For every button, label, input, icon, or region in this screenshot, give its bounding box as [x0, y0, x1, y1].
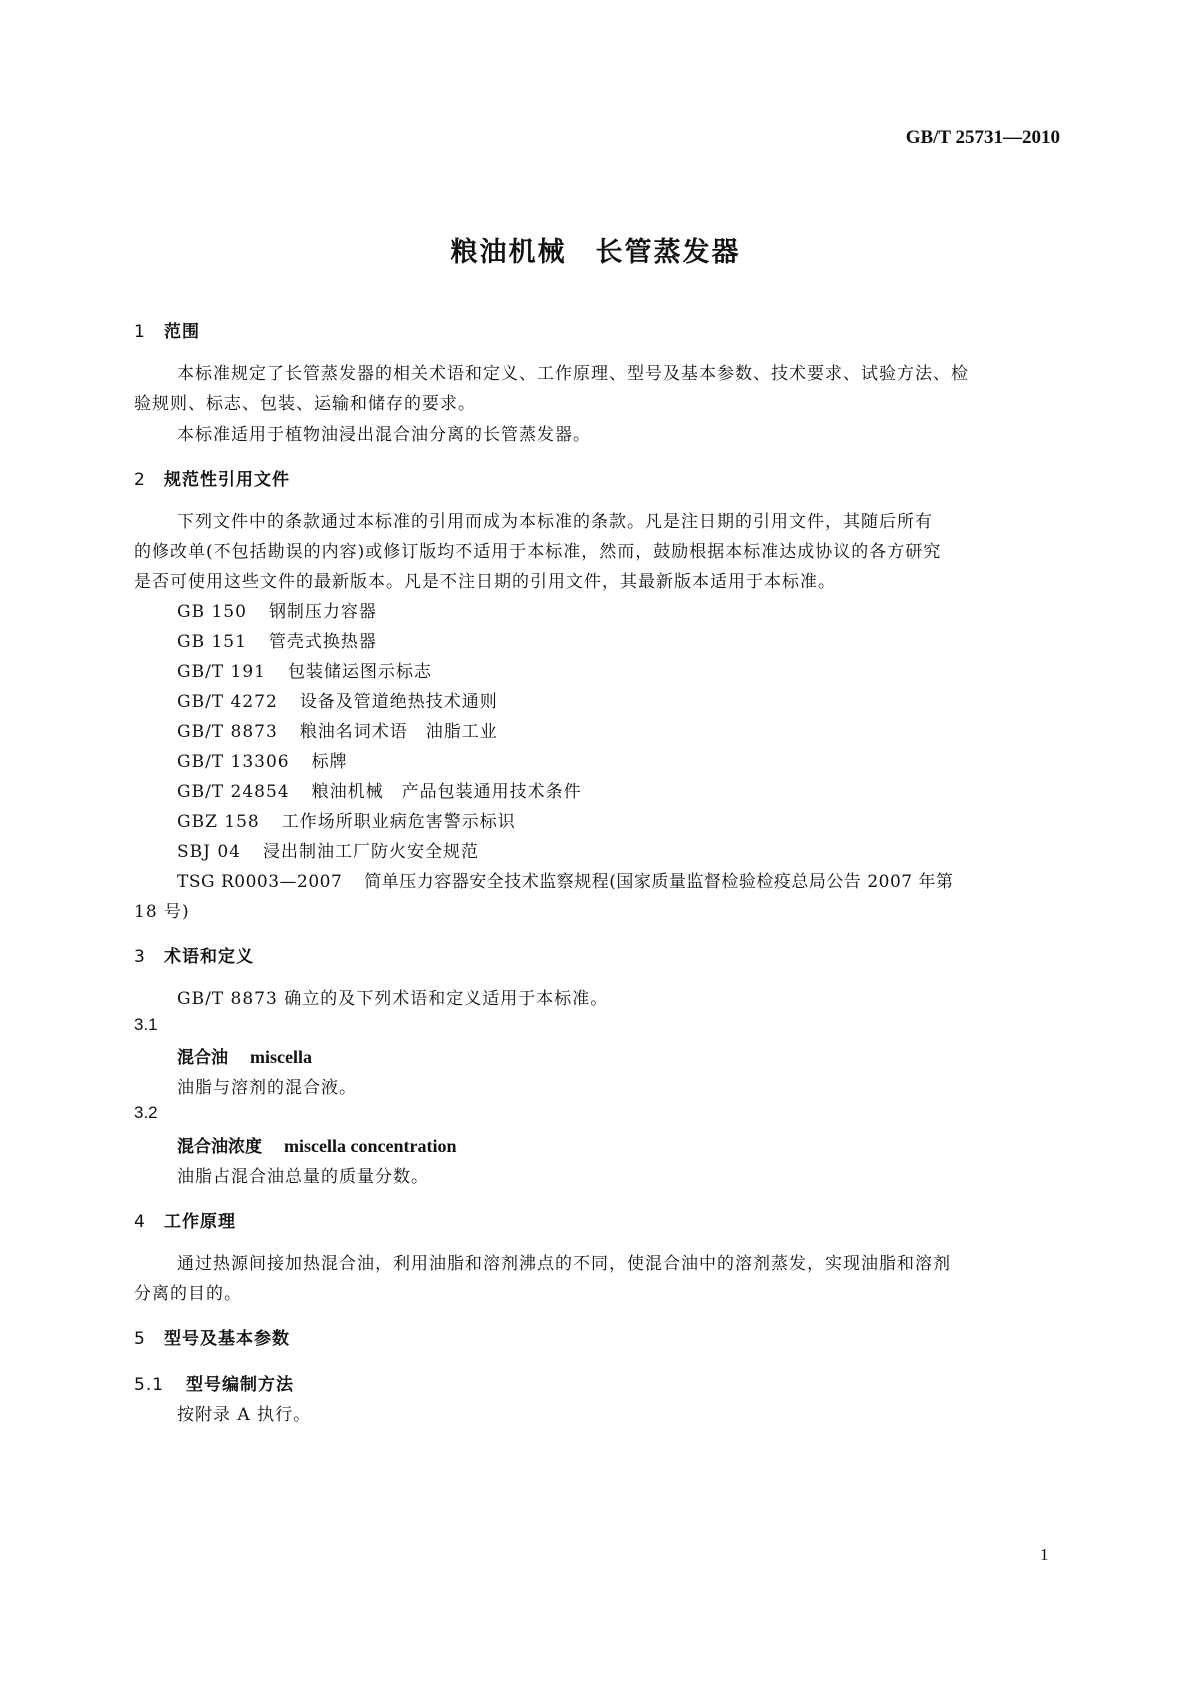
term-number: 3.2	[134, 1103, 158, 1122]
reference-code: GB 151	[177, 632, 247, 652]
reference-title: 浸出制油工厂防火安全规范	[263, 842, 479, 862]
paragraph-line: 的修改单(不包括勘误的内容)或修订版均不适用于本标准，然而，鼓励根据本标准达成协议的各方研究	[134, 542, 942, 562]
reference-code: SBJ 04	[177, 842, 241, 862]
reference-code: GB/T 24854	[177, 782, 290, 802]
subsection-title: 型号编制方法	[186, 1375, 294, 1395]
section-number: 3	[134, 947, 146, 967]
reference-item	[177, 627, 377, 652]
section-title: 范围	[164, 322, 200, 342]
paragraph-line: 本标准规定了长管蒸发器的相关术语和定义、工作原理、型号及基本参数、技术要求、试验方法、检	[177, 364, 969, 384]
reference-title: 粮油机械 产品包装通用技术条件	[311, 782, 582, 802]
reference-item	[177, 657, 432, 682]
section-title: 术语和定义	[164, 947, 254, 967]
reference-code: GBZ 158	[177, 812, 260, 832]
section-4-heading	[134, 1207, 236, 1232]
reference-code: GB/T 8873	[177, 722, 278, 742]
reference-item	[177, 777, 582, 802]
reference-code: TSG R0003—2007	[177, 872, 343, 892]
paragraph-line: 是否可使用这些文件的最新版本。凡是不注日期的引用文件，其最新版本适用于本标准。	[134, 572, 836, 592]
paragraph-line: 分离的目的。	[134, 1284, 242, 1304]
reference-code: GB/T 13306	[177, 752, 290, 772]
reference-title: 工作场所职业病危害警示标识	[281, 812, 516, 832]
section-1-heading	[134, 317, 200, 342]
reference-title: 粮油名词术语 油脂工业	[299, 722, 498, 742]
term-entry	[177, 1132, 456, 1157]
term-cn: 混合油	[177, 1048, 228, 1068]
reference-continuation: 18 号)	[134, 902, 190, 922]
paragraph-line: 本标准适用于植物油浸出混合油分离的长管蒸发器。	[177, 425, 591, 445]
reference-code: GB 150	[177, 602, 247, 622]
section-title: 工作原理	[164, 1212, 236, 1232]
reference-item	[177, 717, 498, 742]
paragraph-line: 通过热源间接加热混合油，利用油脂和溶剂沸点的不同，使混合油中的溶剂蒸发，实现油脂和溶剂	[177, 1254, 951, 1274]
reference-title: 包装储运图示标志	[288, 662, 432, 682]
term-en: miscella	[250, 1047, 312, 1067]
paragraph-line: GB/T 8873 确立的及下列术语和定义适用于本标准。	[177, 989, 609, 1009]
section-2-heading	[134, 465, 290, 490]
term-cn: 混合油浓度	[177, 1137, 262, 1157]
reference-title: 简单压力容器安全技术监察规程(国家质量监督检验检疫总局公告 2007 年第	[364, 872, 954, 892]
section-number: 2	[134, 470, 146, 490]
paragraph-line: 验规则、标志、包装、运输和储存的要求。	[134, 394, 476, 414]
page-number: 1	[1040, 1545, 1049, 1564]
reference-item	[177, 687, 498, 712]
section-title: 规范性引用文件	[164, 470, 290, 490]
section-3-heading	[134, 942, 254, 967]
term-en: miscella concentration	[284, 1136, 457, 1156]
reference-code: GB/T 4272	[177, 692, 278, 712]
section-number: 5	[134, 1329, 146, 1349]
reference-item	[177, 867, 954, 892]
term-definition: 油脂占混合油总量的质量分数。	[177, 1167, 429, 1187]
reference-title: 管壳式换热器	[268, 632, 377, 652]
section-5-heading	[134, 1324, 290, 1349]
reference-item	[177, 597, 377, 622]
term-entry	[177, 1043, 312, 1068]
term-number: 3.1	[134, 1015, 158, 1034]
subsection-5-1-heading	[134, 1370, 294, 1395]
reference-item	[177, 807, 516, 832]
section-number: 1	[134, 322, 146, 342]
reference-code: GB/T 191	[177, 662, 266, 682]
reference-item	[177, 747, 348, 772]
reference-title: 钢制压力容器	[268, 602, 377, 622]
paragraph-line: 下列文件中的条款通过本标准的引用而成为本标准的条款。凡是注日期的引用文件，其随后所有	[177, 512, 933, 532]
reference-item	[177, 837, 479, 862]
reference-title: 设备及管道绝热技术通则	[299, 692, 498, 712]
section-number: 4	[134, 1212, 146, 1232]
section-title: 型号及基本参数	[164, 1329, 290, 1349]
standard-number: GB/T 25731—2010	[905, 127, 1060, 148]
subsection-number: 5.1	[134, 1375, 165, 1395]
document-title: 粮油机械 长管蒸发器	[450, 237, 741, 268]
reference-title: 标牌	[311, 752, 348, 772]
term-definition: 油脂与溶剂的混合液。	[177, 1078, 357, 1098]
paragraph-line: 按附录 A 执行。	[177, 1405, 312, 1425]
